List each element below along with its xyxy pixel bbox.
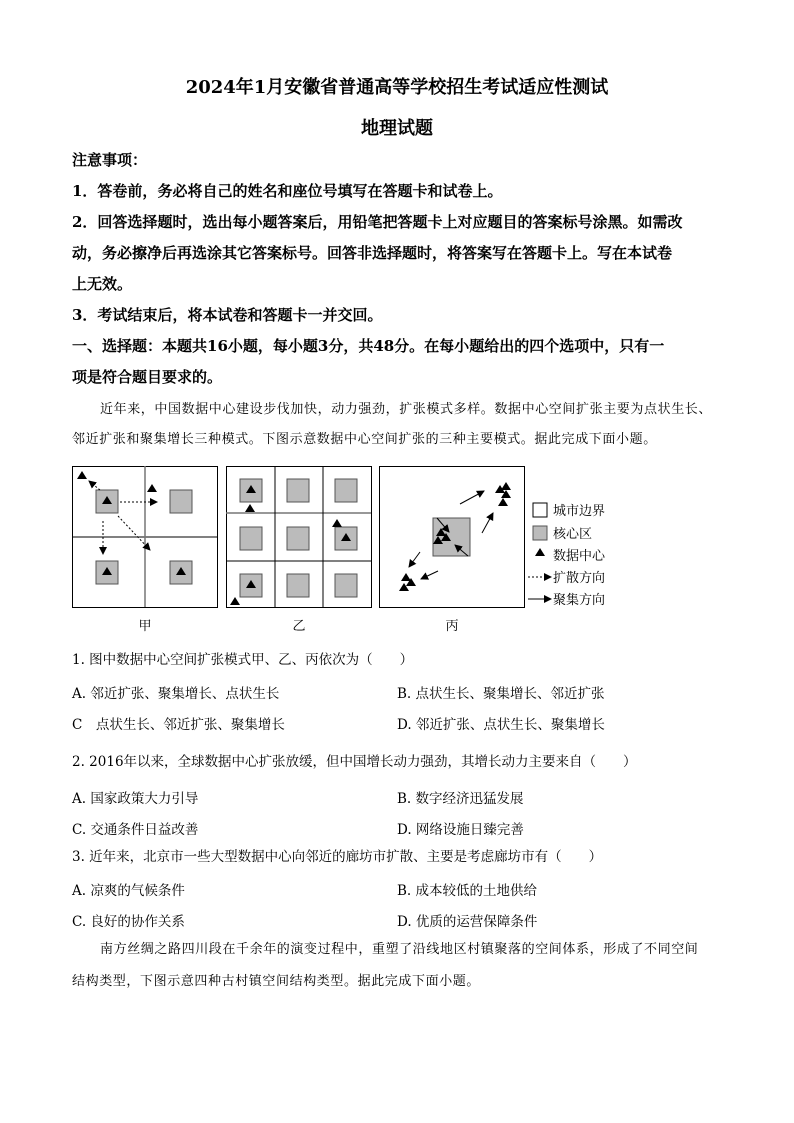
section-heading: 项是符合题目要求的。 [72,368,223,386]
question-2-stem: 2. 2016年以来，全球数据中心扩张放缓，但中国增长动力强劲，其增长动力主要来自（ ） [72,754,637,770]
exam-title: 2024年1月安徽省普通高等学校招生考试适应性测试 [185,77,609,98]
notice-item: 3．考试结束后，将本试卷和答题卡一并交回。 [72,306,383,324]
section-heading: 一、选择题：本题共16小题，每小题3分，共48分。在每小题给出的四个选项中，只有一 [72,337,665,355]
passage-text: 结构类型，下图示意四种古村镇空间结构类型。据此完成下面小题。 [72,974,481,989]
question-3-option-d: D. 优质的运营保障条件 [397,914,538,930]
question-3-option-a: A. 凉爽的气候条件 [72,883,185,899]
notice-item: 1．答卷前，务必将自己的姓名和座位号填写在答题卡和试卷上。 [72,182,503,200]
notice-heading: 注意事项： [72,151,148,169]
passage-text: 近年来，中国数据中心建设步伐加快，动力强劲，扩张模式多样。数据中心空间扩张主要为点状生长、 [100,402,713,417]
question-1-option-b: B. 点状生长、聚集增长、邻近扩张 [397,686,605,702]
question-2-option-c: C. 交通条件日益改善 [72,822,199,838]
legend-core-area: 核心区 [553,527,593,542]
notice-item: 上无效。 [72,275,133,293]
passage-text: 南方丝绸之路四川段在千余年的演变过程中，重塑了沿线地区村镇聚落的空间体系，形成了不同空间 [100,942,699,957]
question-2-option-b: B. 数字经济迅猛发展 [397,791,524,807]
legend-data-center: 数据中心 [553,549,606,564]
passage-text: 邻近扩张和聚集增长三种模式。下图示意数据中心空间扩张的三种主要模式。据此完成下面小题。 [72,432,657,447]
question-1-option-c: C 点状生长、邻近扩张、聚集增长 [72,717,285,733]
legend-diffusion-direction: 扩散方向 [553,571,606,586]
panel-label-jia: 甲 [138,619,152,634]
question-1-option-a: A. 邻近扩张、聚集增长、点状生长 [72,686,280,702]
panel-label-yi: 乙 [292,619,306,634]
question-3-option-b: B. 成本较低的土地供给 [397,883,538,899]
question-3-stem: 3. 近年来，北京市一些大型数据中心向邻近的廊坊市扩散、主要是考虑廊坊市有（ ） [72,849,603,865]
question-2-option-a: A. 国家政策大力引导 [72,791,199,807]
legend-city-boundary: 城市边界 [553,504,606,519]
question-3-option-c: C. 良好的协作关系 [72,914,185,930]
legend-aggregation-direction: 聚集方向 [553,593,606,608]
question-1-option-d: D. 邻近扩张、点状生长、聚集增长 [397,717,605,733]
subject-title: 地理试题 [361,118,433,139]
panel-label-bing: 丙 [445,619,459,634]
notice-item: 2．回答选择题时，选出每小题答案后，用铅笔把答题卡上对应题目的答案标号涂黑。如需改 [72,213,683,231]
question-2-option-d: D. 网络设施日臻完善 [397,822,524,838]
notice-item: 动，务必擦净后再选涂其它答案标号。回答非选择题时，将答案写在答题卡上。写在本试卷 [72,244,673,262]
question-1-stem: 1. 图中数据中心空间扩张模式甲、乙、丙依次为（ ） [72,652,414,668]
